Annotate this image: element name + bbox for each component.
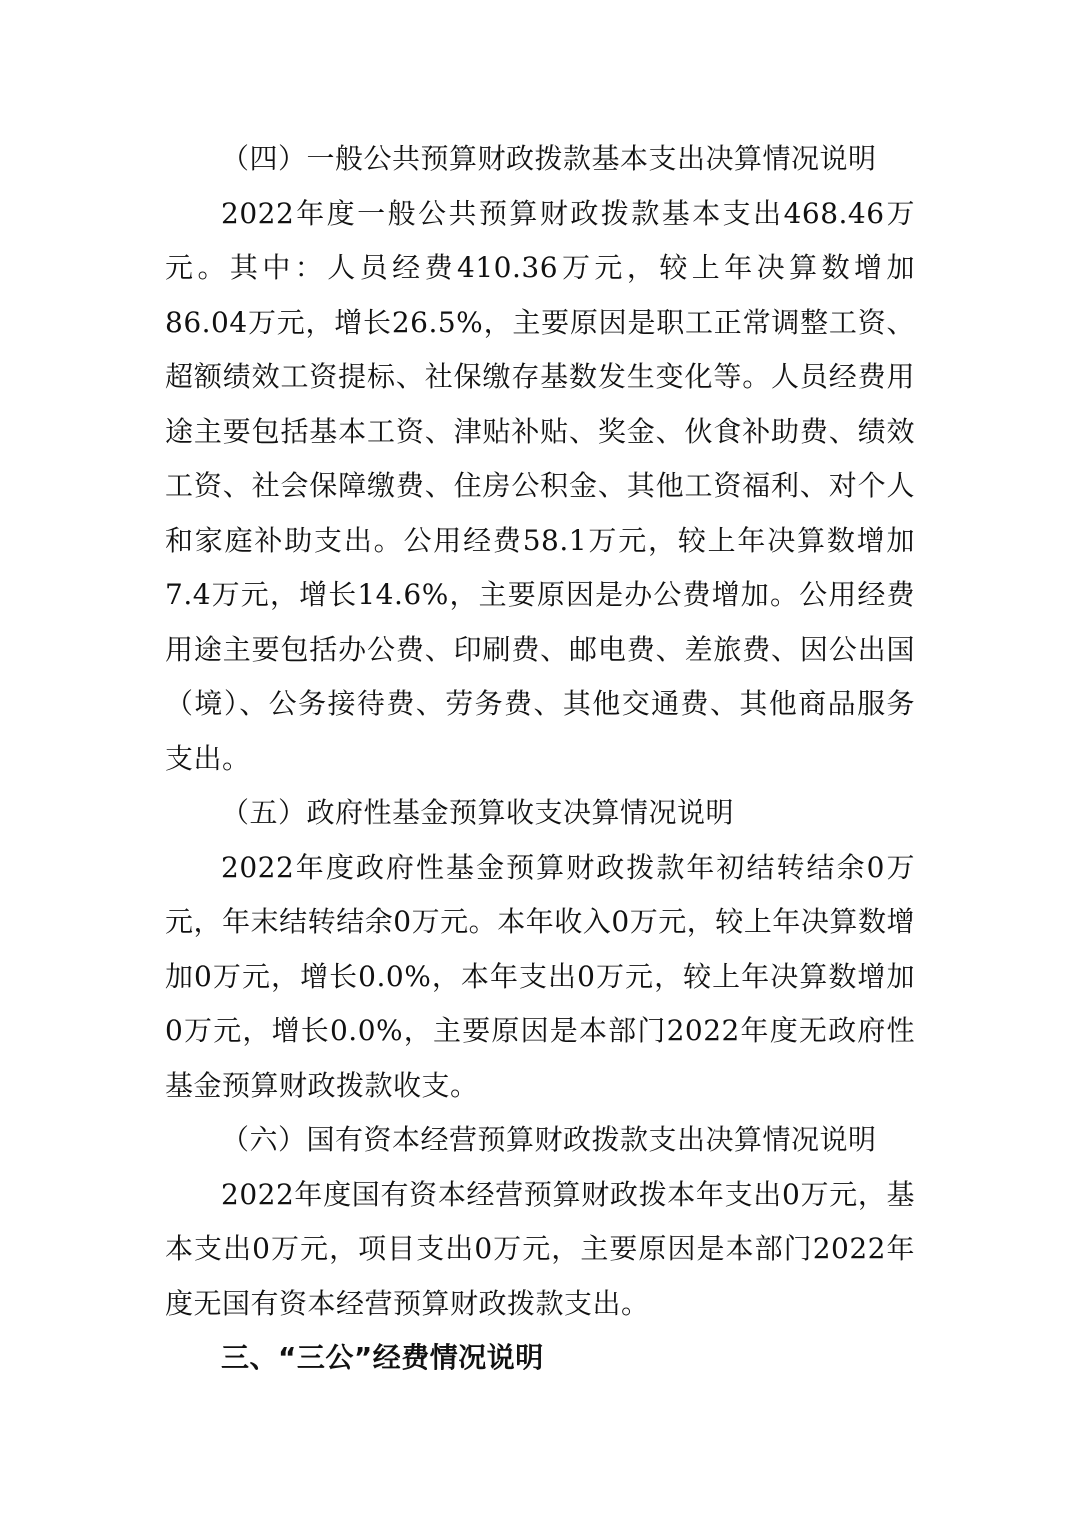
section-6-heading: （六）国有资本经营预算财政拨款支出决算情况说明 <box>221 1123 877 1156</box>
section-5-heading: （五）政府性基金预算收支决算情况说明 <box>221 796 735 829</box>
section-6-paragraph: 2022年度国有资本经营预算财政拨本年支出0万元，基本支出0万元，项目支出0万元，主要原因是本部门2022年度无国有资本经营预算财政拨款支出。 <box>165 1177 915 1320</box>
section-4-paragraph: 2022年度一般公共预算财政拨款基本支出468.46万元。其中：人员经费410.36万元，较上年决算数增加86.04万元，增长26.5%，主要原因是职工正常调整工资、超额绩效工资提标、社保缴存基数发生变化等。人员经费用途主要包括基本工资、津贴补贴、奖金、伙食补助费、绩效工资、社会保障缴费、住房公积金、其他工资福利、对个人和家庭补助支出。公用经费58.1万元，较上年决算数增加7.4万元，增长14.6%，主要原因是办公费增加。公用经费用途主要包括办公费、印刷费、邮电费、差旅费、因公出国（境）、公务接待费、劳务费、其他交通费、其他商品服务支出。 <box>165 196 915 775</box>
chapter-3-heading: 三、“三公”经费情况说明 <box>221 1341 544 1374</box>
document-body <box>165 132 915 1386</box>
section-5-paragraph: 2022年度政府性基金预算财政拨款年初结转结余0万元，年末结转结余0万元。本年收入0万元，较上年决算数增加0万元，增长0.0%，本年支出0万元，较上年决算数增加0万元，增长0.0%，主要原因是本部门2022年度无政府性基金预算财政拨款收支。 <box>165 850 915 1102</box>
section-4-heading: （四）一般公共预算财政拨款基本支出决算情况说明 <box>221 142 877 175</box>
